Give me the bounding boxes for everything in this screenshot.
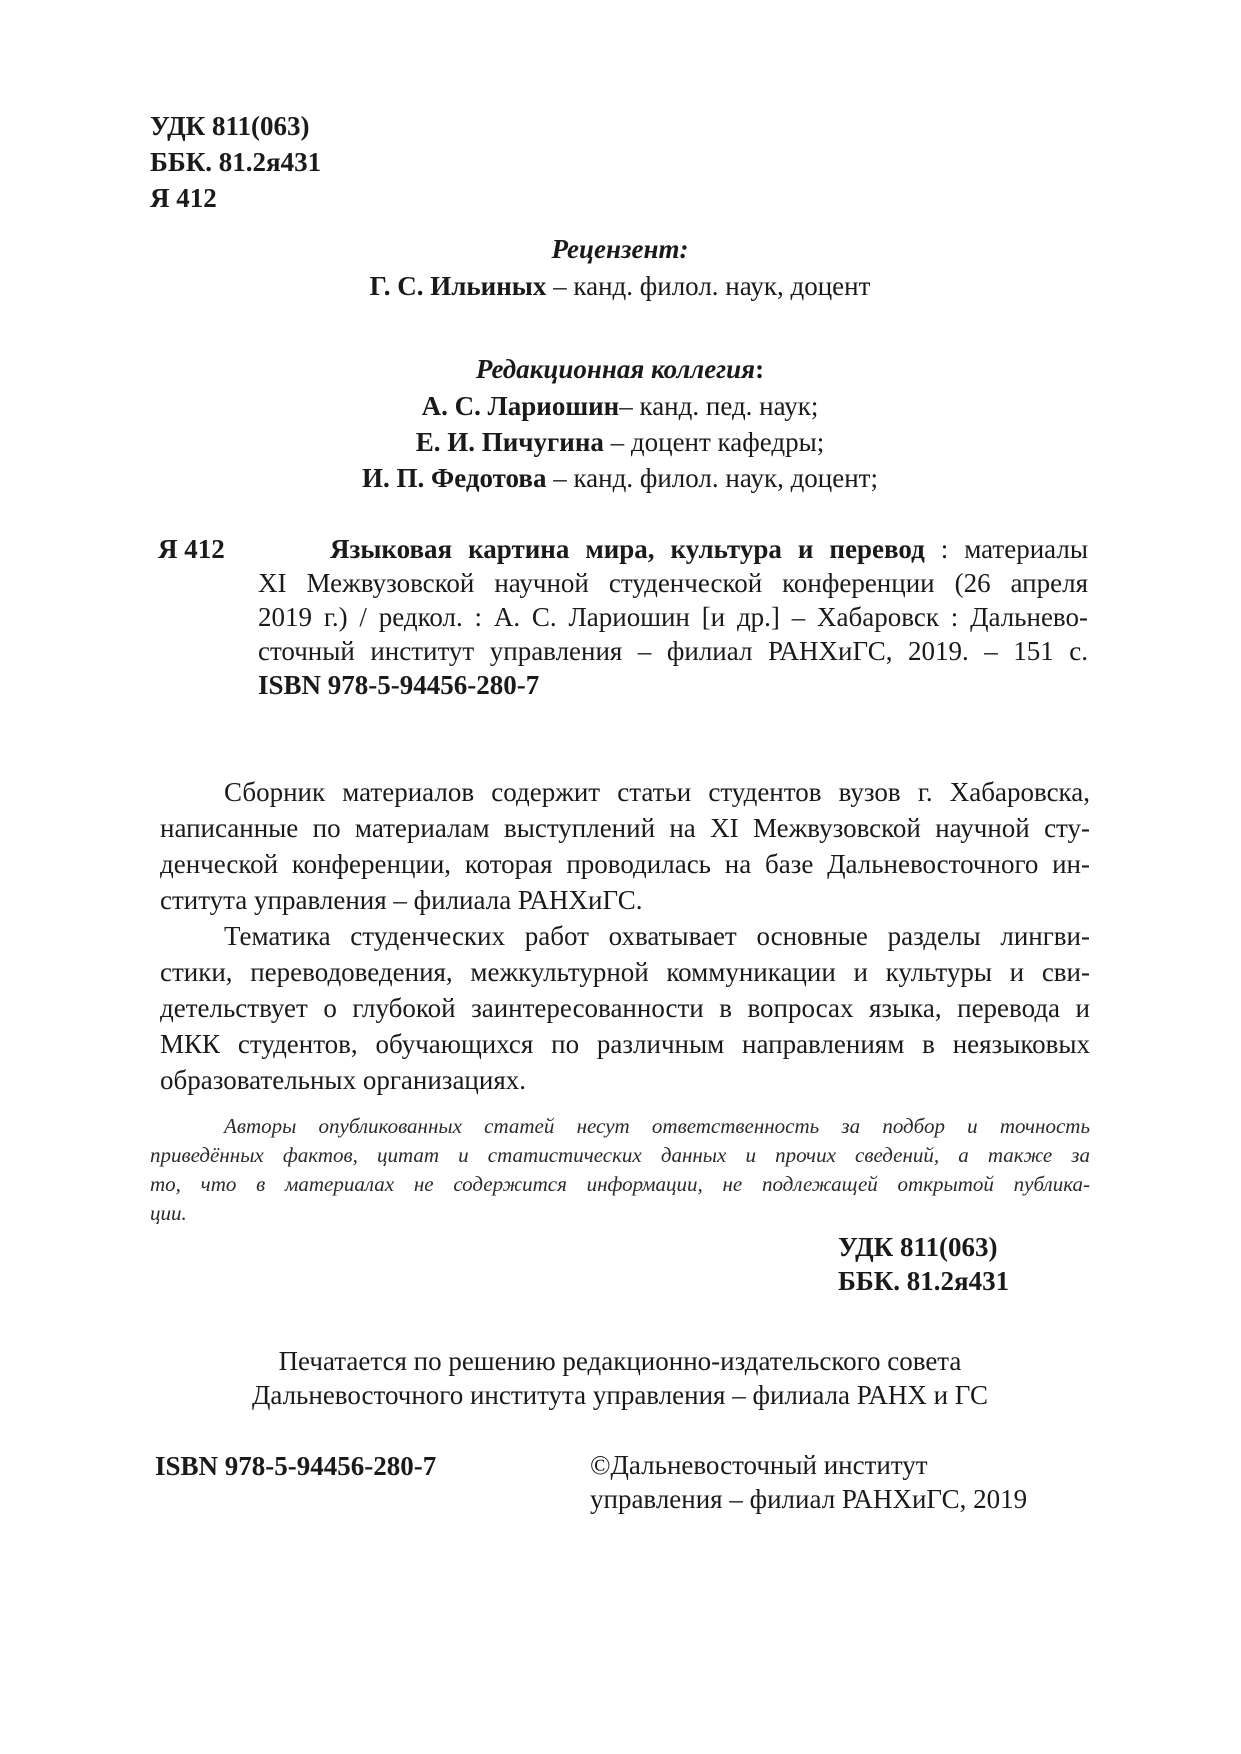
reviewer-heading: Рецензент:	[551, 234, 689, 264]
annotation-line: образовательных организациях.	[160, 1065, 526, 1095]
imprint-isbn: ISBN 978-5-94456-280-7	[155, 1451, 437, 1481]
annotation-line: МКК студентов, обучающихся по различным направлениям в неязыковых	[160, 1029, 1090, 1059]
print-decision-line: Печатается по решению редакционно-издательского совета	[278, 1346, 962, 1376]
member-role: – канд. пед. наук;	[619, 391, 819, 421]
disclaimer-line: ции.	[150, 1201, 187, 1225]
editorial-member	[250, 460, 990, 496]
editorial-member	[250, 424, 990, 460]
member-role: – канд. филол. наук, доцент;	[546, 463, 878, 493]
member-name: А. С. Лариошин	[421, 391, 620, 421]
bbk-code: ББК. 81.2я431	[838, 1266, 1010, 1296]
book-title: Языковая картина мира, культура и перевод	[330, 534, 925, 564]
disclaimer-line: приведённых фактов, цитат и статистических данных и прочих сведений, а также за	[150, 1143, 1090, 1167]
disclaimer-line: то, что в материалах не содержится информации, не подлежащей открытой публика-	[150, 1172, 1090, 1196]
reviewer-block	[250, 230, 990, 304]
udk-code: УДК 811(063)	[838, 1232, 998, 1262]
annotation-line: Сборник материалов содержит статьи студентов вузов г. Хабаровска,	[224, 777, 1090, 807]
editorial-board-heading-colon: :	[755, 354, 765, 384]
member-name: Е. И. Пичугина	[415, 427, 604, 457]
classification-codes-bottom	[838, 1230, 1009, 1298]
annotation-line: денческой конференции, которая проводилась на базе Дальневосточного ин-	[160, 849, 1090, 879]
annotation	[160, 774, 1090, 1098]
reviewer-line	[250, 268, 990, 304]
annotation-line: написанные по материалам выступлений на XI Межвузовской научной сту-	[160, 813, 1090, 843]
member-name: И. П. Федотова	[362, 463, 547, 493]
annotation-line: Тематика студенческих работ охватывает основные разделы лингви-	[224, 921, 1090, 951]
bib-record-code: Я 412	[158, 534, 225, 564]
annotation-line: стики, переводоведения, межкультурной коммуникации и культуры и сви-	[160, 957, 1090, 987]
bib-record-line	[258, 532, 1088, 566]
reviewer-role: – канд. филол. наук, доцент	[546, 271, 871, 301]
disclaimer-line: Авторы опубликованных статей несут ответственность за подбор и точность	[224, 1114, 1090, 1138]
bbk-code: ББК. 81.2я431	[150, 147, 322, 177]
bib-isbn: ISBN 978-5-94456-280-7	[258, 670, 540, 700]
print-decision	[160, 1344, 1080, 1412]
disclaimer	[150, 1112, 1090, 1228]
member-role: – доцент кафедры;	[603, 427, 825, 457]
annotation-line: ститута управления – филиала РАНХиГС.	[160, 885, 643, 915]
editorial-board-block	[250, 350, 990, 496]
classification-codes-top	[150, 108, 321, 216]
bib-record-line: сточный институт управления – филиал РАНХиГС, 2019. – 151 с.	[258, 636, 1088, 666]
annotation-line: детельствует о глубокой заинтересованности в вопросах языка, перевода и	[160, 993, 1090, 1023]
copyright-line: управления – филиал РАНХиГС, 2019	[590, 1484, 1028, 1514]
bib-record-text	[258, 532, 1088, 702]
udk-code: УДК 811(063)	[150, 111, 310, 141]
bib-line1-rest: : материалы	[924, 534, 1088, 564]
copyright-line: ©Дальневосточный институт	[590, 1450, 928, 1480]
reviewer-name: Г. С. Ильиных	[369, 271, 547, 301]
editorial-board-heading: Редакционная коллегия	[475, 354, 756, 384]
print-decision-line: Дальневосточного института управления – филиала РАНХ и ГС	[251, 1380, 989, 1410]
bib-record-line: XI Межвузовской научной студенческой конференции (26 апреля	[258, 568, 1088, 598]
editorial-member	[250, 388, 990, 424]
bib-record-line: 2019 г.) / редкол. : А. С. Лариошин [и др.] – Хабаровск : Дальнево-	[258, 602, 1088, 632]
author-mark: Я 412	[150, 183, 217, 213]
copyright-notice	[590, 1448, 1027, 1516]
